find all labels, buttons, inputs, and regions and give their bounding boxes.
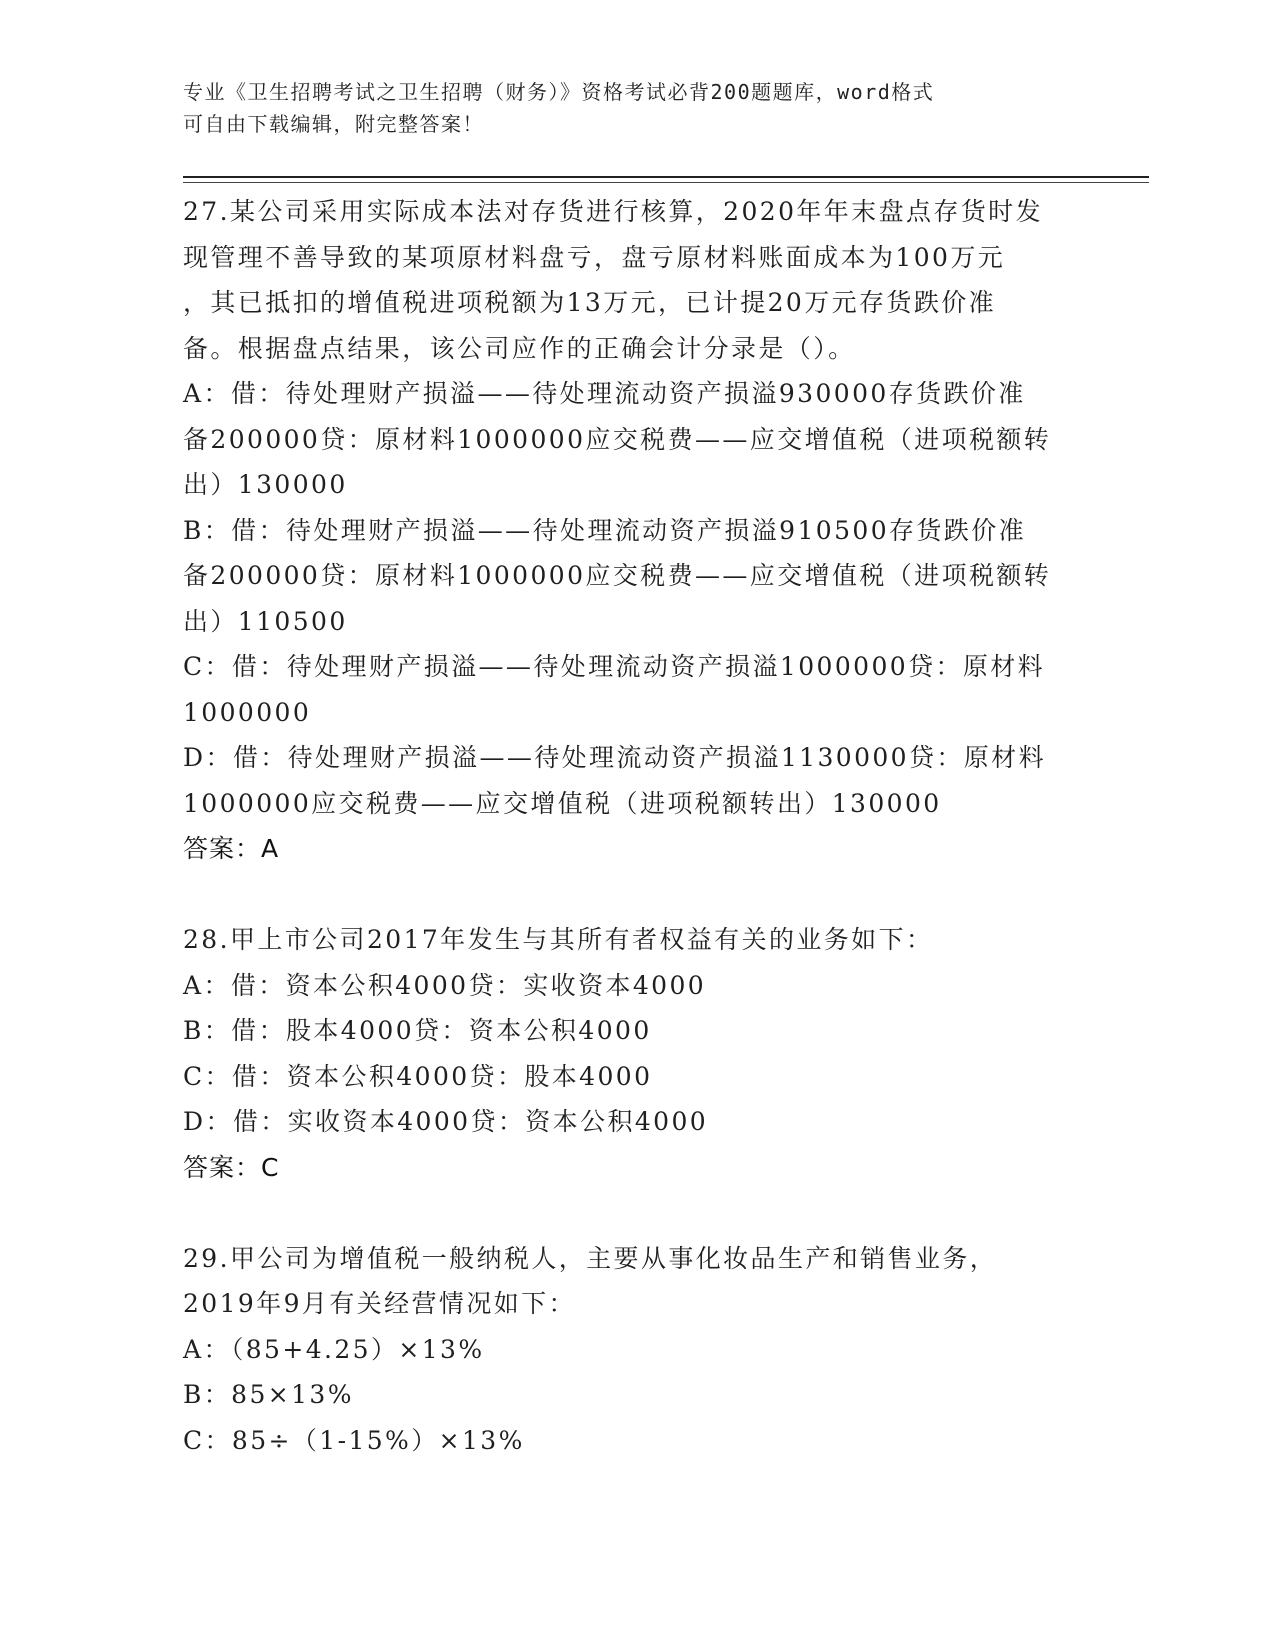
question-stem-line: 29.甲公司为增值税一般纳税人，主要从事化妆品生产和销售业务， — [183, 1243, 998, 1273]
question-27 — [183, 189, 1083, 872]
question-28 — [183, 917, 1083, 1190]
header-line: 可自由下载编辑，附完整答案！ — [183, 112, 484, 136]
option-line: B：借：待处理财产损溢——待处理流动资产损溢910500存货跌价准 — [183, 515, 1027, 545]
question-list — [183, 189, 1083, 1463]
header-divider-thick — [183, 176, 1149, 178]
option-line: 1000000 — [183, 697, 312, 727]
header-line: 专业《卫生招聘考试之卫生招聘（财务）》资格考试必背200题题库，word格式 — [183, 80, 935, 104]
option-line: C：85÷（1-15%）×13% — [183, 1425, 525, 1455]
option-line: 备200000贷：原材料1000000应交税费——应交增值税（进项税额转 — [183, 561, 1052, 590]
option-line: 备200000贷：原材料1000000应交税费——应交增值税（进项税额转 — [183, 424, 1052, 454]
question-stem-line: ，其已抵扣的增值税进项税额为13万元，已计提20万元存货跌价准 — [183, 288, 997, 317]
question-29 — [183, 1236, 1083, 1464]
option-line: A：借：资本公积4000贷：实收资本4000 — [183, 970, 707, 1000]
spacer — [183, 872, 1083, 918]
option-line: 1000000应交税费——应交增值税（进项税额转出）130000 — [183, 788, 942, 818]
option-line: 出）130000 — [183, 470, 348, 499]
document-header — [183, 76, 1063, 140]
option-line: C：借：资本公积4000贷：股本4000 — [183, 1061, 653, 1091]
spacer — [183, 1190, 1083, 1236]
option-line: A：（85+4.25）×13% — [183, 1334, 485, 1364]
option-line: D：借：实收资本4000贷：资本公积4000 — [183, 1107, 709, 1136]
option-line: 出）110500 — [183, 606, 348, 636]
option-line: D：借：待处理财产损溢——待处理流动资产损溢1130000贷：原材料 — [183, 743, 1046, 772]
header-divider-thin — [183, 182, 1149, 183]
option-line: B：借：股本4000贷：资本公积4000 — [183, 1016, 652, 1045]
answer-label: 答案：C — [183, 1152, 280, 1182]
question-stem-line: 备。根据盘点结果，该公司应作的正确会计分录是（）。 — [183, 333, 856, 363]
answer-label: 答案：A — [183, 834, 280, 863]
option-line: A：借：待处理财产损溢——待处理流动资产损溢930000存货跌价准 — [183, 379, 1026, 408]
option-line: C：借：待处理财产损溢——待处理流动资产损溢1000000贷：原材料 — [183, 652, 1046, 681]
question-stem-line: 28.甲上市公司2017年发生与其所有者权益有关的业务如下： — [183, 925, 934, 954]
question-stem-line: 2019年9月有关经营情况如下： — [183, 1289, 576, 1318]
question-stem-line: 27.某公司采用实际成本法对存货进行核算，2020年年末盘点存货时发 — [183, 197, 1043, 226]
option-line: B：85×13% — [183, 1380, 354, 1409]
question-stem-line: 现管理不善导致的某项原材料盘亏，盘亏原材料账面成本为100万元 — [183, 242, 1006, 272]
